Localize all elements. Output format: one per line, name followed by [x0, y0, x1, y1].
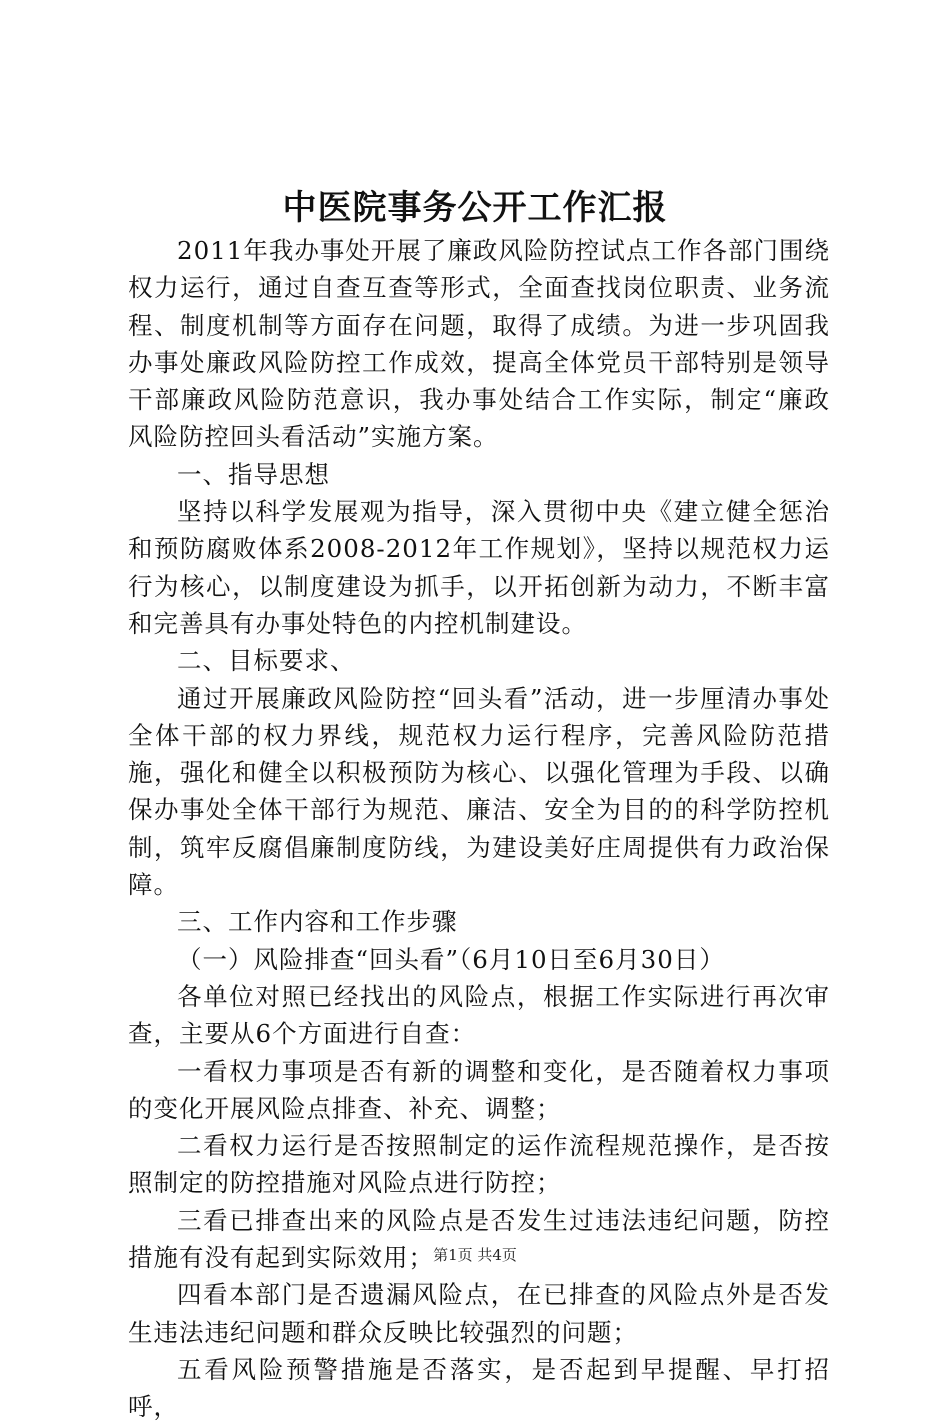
paragraph-guiding: 坚持以科学发展观为指导，深入贯彻中央《建立健全惩治和预防腐败体系2008-2012年工作规划》，坚持以规范权力运行为核心，以制度建设为抓手，以开拓创新为动力，不断丰富和完善具有办事处特色的内控机制建设。 — [128, 497, 830, 638]
paragraph-intro: 2011年我办事处开展了廉政风险防控试点工作各部门围绕权力运行，通过自查互查等形式，全面查找岗位职责、业务流程、制度机制等方面存在问题，取得了成绩。为进一步巩固我办事处廉政风险防控工作成效，提高全体党员干部特别是领导干部廉政风险防范意识，我办事处结合工作实际，制定“廉政风险防控回头看活动”实施方案。 — [128, 236, 830, 452]
list-item-4: 四看本部门是否遗漏风险点，在已排查的风险点外是否发生违法违纪问题和群众反映比较强烈的问题； — [128, 1280, 830, 1347]
page-footer: 第1页 共4页 — [433, 1246, 517, 1264]
document-title: 中医院事务公开工作汇报 — [282, 188, 668, 228]
list-item-5: 五看风险预警措施是否落实，是否起到早提醒、早打招呼， — [128, 1354, 830, 1422]
section-heading-1: 一、指导思想 — [177, 459, 330, 489]
list-item-1: 一看权力事项是否有新的调整和变化，是否随着权力事项的变化开展风险点排查、补充、调整； — [128, 1056, 830, 1123]
section-heading-3: 三、工作内容和工作步骤 — [177, 907, 458, 937]
subsection-heading-1: （一）风险排查“回头看”（6月10日至6月30日） — [177, 944, 725, 974]
list-item-3: 三看已排查出来的风险点是否发生过违法违纪问题，防控措施有没有起到实际效用； — [128, 1205, 830, 1273]
section-heading-2: 二、目标要求、 — [177, 646, 356, 676]
paragraph-goals: 通过开展廉政风险防控“回头看”活动，进一步厘清办事处全体干部的权力界线，规范权力运行程序，完善风险防范措施，强化和健全以积极预防为核心、以强化管理为手段、以确保办事处全体干部行为规范、廉洁、安全为目的的科学防控机制，筑牢反腐倡廉制度防线，为建设美好庄周提供有力政治保障。 — [128, 683, 830, 900]
paragraph-review: 各单位对照已经找出的风险点，根据工作实际进行再次审查，主要从6个方面进行自查： — [128, 981, 830, 1049]
list-item-2: 二看权力运行是否按照制定的运作流程规范操作，是否按照制定的防控措施对风险点进行防控； — [128, 1131, 830, 1198]
